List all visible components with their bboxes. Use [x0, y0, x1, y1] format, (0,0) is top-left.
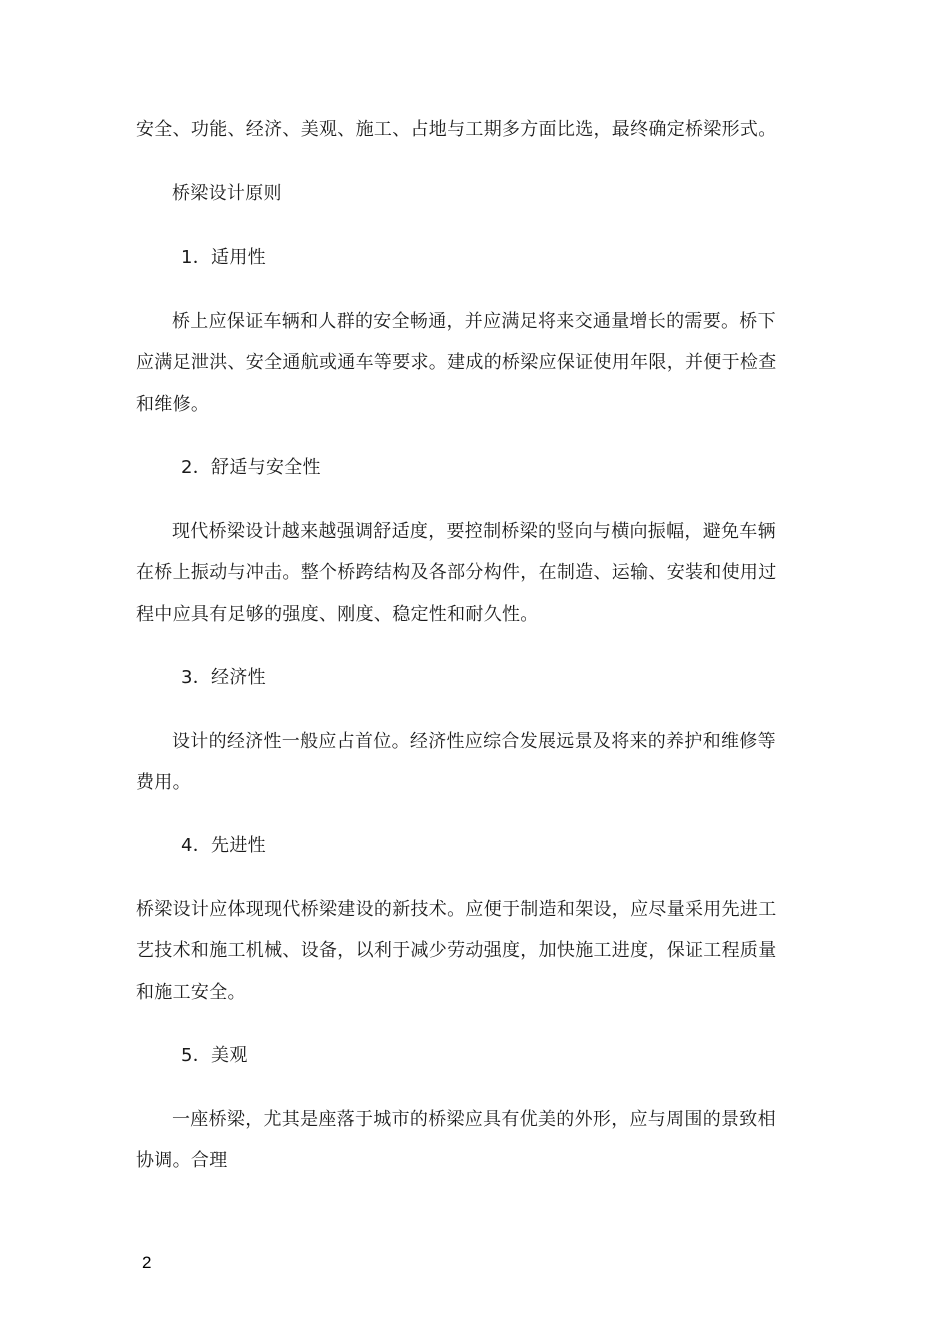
text-line: 桥上应保证车辆和人群的安全畅通，并应满足将来交通量增长的需要。桥下 — [172, 311, 776, 332]
text-line: 和维修。 — [136, 394, 210, 415]
subsection-heading: 2．舒适与安全性 — [181, 457, 321, 478]
text-line: 协调。合理 — [136, 1150, 228, 1171]
text-line: 和施工安全。 — [136, 982, 246, 1003]
text-line: 费用。 — [136, 772, 191, 793]
text-line: 桥梁设计应体现现代桥梁建设的新技术。应便于制造和架设，应尽量采用先进工 — [136, 899, 777, 920]
subsection-heading: 5．美观 — [181, 1045, 248, 1066]
page-number: 2 — [142, 1253, 152, 1272]
text-line: 现代桥梁设计越来越强调舒适度，要控制桥梁的竖向与横向振幅，避免车辆 — [172, 521, 776, 542]
text-line: 安全、功能、经济、美观、施工、占地与工期多方面比选，最终确定桥梁形式。 — [136, 119, 777, 140]
subsection-heading: 1．适用性 — [181, 247, 266, 268]
text-line: 设计的经济性一般应占首位。经济性应综合发展远景及将来的养护和维修等 — [172, 731, 776, 752]
subsection-heading: 3．经济性 — [181, 667, 266, 688]
text-line: 应满足泄洪、安全通航或通车等要求。建成的桥梁应保证使用年限，并便于检查 — [136, 352, 777, 373]
text-line: 艺技术和施工机械、设备，以利于减少劳动强度，加快施工进度，保证工程质量 — [136, 940, 777, 961]
text-line: 一座桥梁，尤其是座落于城市的桥梁应具有优美的外形，应与周围的景致相 — [172, 1109, 776, 1130]
section-heading: 桥梁设计原则 — [172, 183, 282, 204]
text-line: 在桥上振动与冲击。整个桥跨结构及各部分构件，在制造、运输、安装和使用过 — [136, 562, 777, 583]
text-line: 程中应具有足够的强度、刚度、稳定性和耐久性。 — [136, 604, 539, 625]
subsection-heading: 4．先进性 — [181, 835, 266, 856]
